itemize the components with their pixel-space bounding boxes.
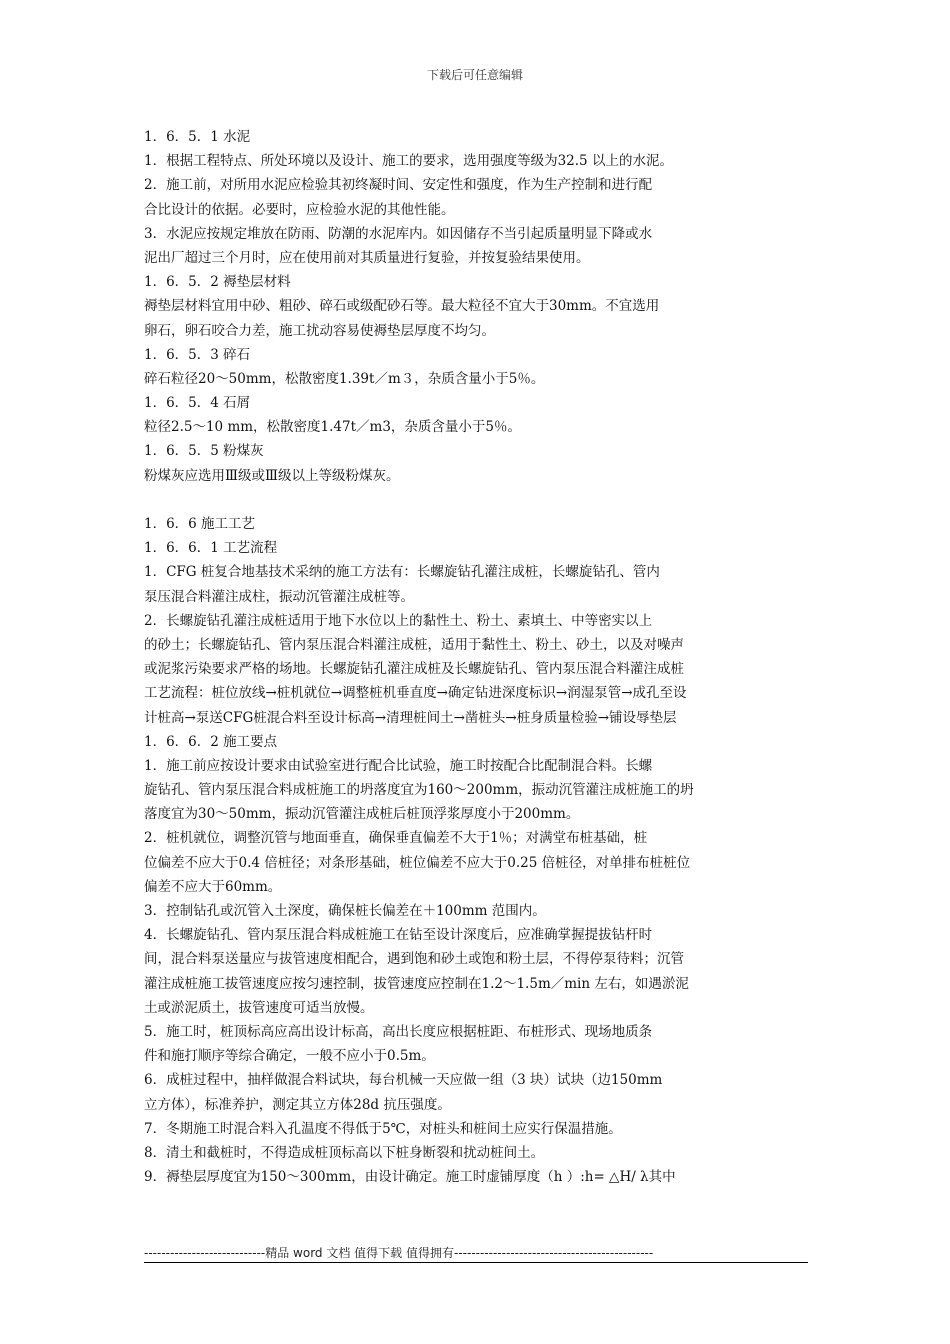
- text-line: 的砂土；长螺旋钻孔、管内泵压混合料灌注成桩，适用于黏性土、粉土、砂土，以及对噪声: [144, 636, 684, 653]
- text-line: 土或淤泥质土，拔管速度可适当放慢。: [144, 999, 374, 1016]
- text-line: 2．桩机就位，调整沉管与地面垂直，确保垂直偏差不大于1％；对满堂布桩基础，桩: [144, 830, 648, 847]
- text-line: 1．施工前应按设计要求由试验室进行配合比试验，施工时按配合比配制混合料。长螺: [144, 757, 653, 774]
- text-line: 褥垫层材料宜用中砂、粗砂、碎石或级配砂石等。最大粒径不宜大于30mm。不宜选用: [144, 298, 660, 315]
- text-line: 泵压混合料灌注成柱，振动沉管灌注成桩等。: [144, 588, 414, 605]
- text-line: 2．施工前，对所用水泥应检验其初终凝时间、安定性和强度，作为生产控制和进行配: [144, 177, 653, 194]
- text-line: 工艺流程：桩位放线→桩机就位→调整桩机垂直度→确定钻进深度标识→润湿泵管→成孔至设: [144, 685, 687, 702]
- text-line: 5．施工时，桩顶标高应高出设计标高，高出长度应根据桩距、布桩形式、现场地质条: [144, 1023, 653, 1040]
- text-line: 碎石粒径20～50mm，松散密度1.39t／m３，杂质含量小于5％。: [144, 370, 545, 387]
- page-footer: ----------------------------精品 word 文档 值得下载 值得拥有----------------------------------------------: [144, 1246, 654, 1260]
- text-line: 1．6．5．5 粉煤灰: [144, 443, 264, 460]
- document-body: [144, 125, 814, 1189]
- text-line: 1．CFG 桩复合地基技术采纳的施工方法有：长螺旋钻孔灌注成桩，长螺旋钻孔、管内: [144, 564, 660, 581]
- text-line: 6．成桩过程中，抽样做混合料试块，每台机械一天应做一组（3 块）试块（边150mm: [144, 1072, 663, 1089]
- text-line: 卵石，卵石咬合力差，施工扰动容易使褥垫层厚度不均匀。: [144, 322, 495, 339]
- text-line: 计桩高→泵送CFG桩混合料至设计标高→清理桩间土→凿桩头→桩身质量检验→铺设辱垫层: [144, 709, 677, 726]
- text-line: 3．水泥应按规定堆放在防雨、防潮的水泥库内。如因储存不当引起质量明显下降或水: [144, 225, 653, 242]
- text-line: 或泥浆污染要求严格的场地。长螺旋钻孔灌注成桩及长螺旋钻孔、管内泵压混合料灌注成桩: [144, 661, 684, 678]
- text-line: 1．6．5．1 水泥: [144, 129, 251, 145]
- text-line: 1．6．5．4 石屑: [144, 395, 251, 412]
- text-line: 立方体），标准养护，测定其立方体28d 抗压强度。: [144, 1096, 451, 1113]
- text-line: 1．6．6．1 工艺流程: [144, 540, 278, 557]
- text-line: 落度宜为30～50mm，振动沉管灌注成桩后桩顶浮浆厚度小于200mm。: [144, 806, 580, 823]
- text-line: 旋钻孔、管内泵压混合料成桩施工的坍落度宜为160～200mm，振动沉管灌注成桩施工的坍: [144, 782, 694, 799]
- text-line: 合比设计的依据。必要时，应检验水泥的其他性能。: [144, 201, 455, 218]
- text-line: 粉煤灰应选用Ⅲ级或Ⅲ级以上等级粉煤灰。: [144, 467, 400, 484]
- text-line: 4．长螺旋钻孔、管内泵压混合料成桩施工在钻至设计深度后，应准确掌握提拔钻杆时: [144, 927, 653, 944]
- page-header: 下载后可任意编辑: [426, 68, 523, 82]
- text-line: 1．6．6 施工工艺: [144, 516, 256, 532]
- text-line: 1．6．5．2 褥垫层材料: [144, 274, 291, 291]
- text-line: 7．冬期施工时混合料入孔温度不得低于5℃，对桩头和桩间土应实行保温措施。: [144, 1120, 622, 1137]
- text-line: 位偏差不应大于0.4 倍桩径；对条形基础，桩位偏差不应大于0.25 倍桩径，对单排布桩桩位: [144, 854, 691, 871]
- text-line: 3．控制钻孔或沉管入土深度，确保桩长偏差在＋100mm 范围内。: [144, 903, 546, 919]
- text-line: 件和施打顺序等综合确定，一般不应小于0.5m。: [144, 1048, 435, 1065]
- text-line: 2．长螺旋钻孔灌注成桩适用于地下水位以上的黏性土、粉土、素填土、中等密实以上: [144, 612, 653, 629]
- text-line: 粒径2.5～10 mm，松散密度1.47t／m3，杂质含量小于5％。: [144, 419, 522, 436]
- text-line: 偏差不应大于60mm。: [144, 878, 282, 895]
- text-line: 1．6．6．2 施工要点: [144, 733, 278, 750]
- footer-rule: [144, 1262, 808, 1263]
- text-line: 1．6．5．3 碎石: [144, 346, 251, 363]
- text-line: 1．根据工程特点、所处环境以及设计、施工的要求，选用强度等级为32.5 以上的水泥。: [144, 153, 673, 170]
- text-line: 灌注成桩施工拔管速度应按匀速控制，拔管速度应控制在1.2～1.5m／min 左右，如遇淤泥: [144, 975, 689, 992]
- text-line: 9．褥垫层厚度宜为150～300mm，由设计确定。施工时虚铺厚度（h ）:h= △H/ λ其中: [144, 1169, 676, 1186]
- text-line: 泥出厂超过三个月时，应在使用前对其质量进行复验，并按复验结果使用。: [144, 249, 590, 266]
- text-line: 间，混合料泵送量应与拔管速度相配合，遇到饱和砂土或饱和粉土层，不得停泵待料；沉管: [144, 951, 684, 968]
- blank-line: [144, 488, 814, 512]
- text-line: 8．清土和截桩时，不得造成桩顶标高以下桩身断裂和扰动桩间土。: [144, 1144, 545, 1161]
